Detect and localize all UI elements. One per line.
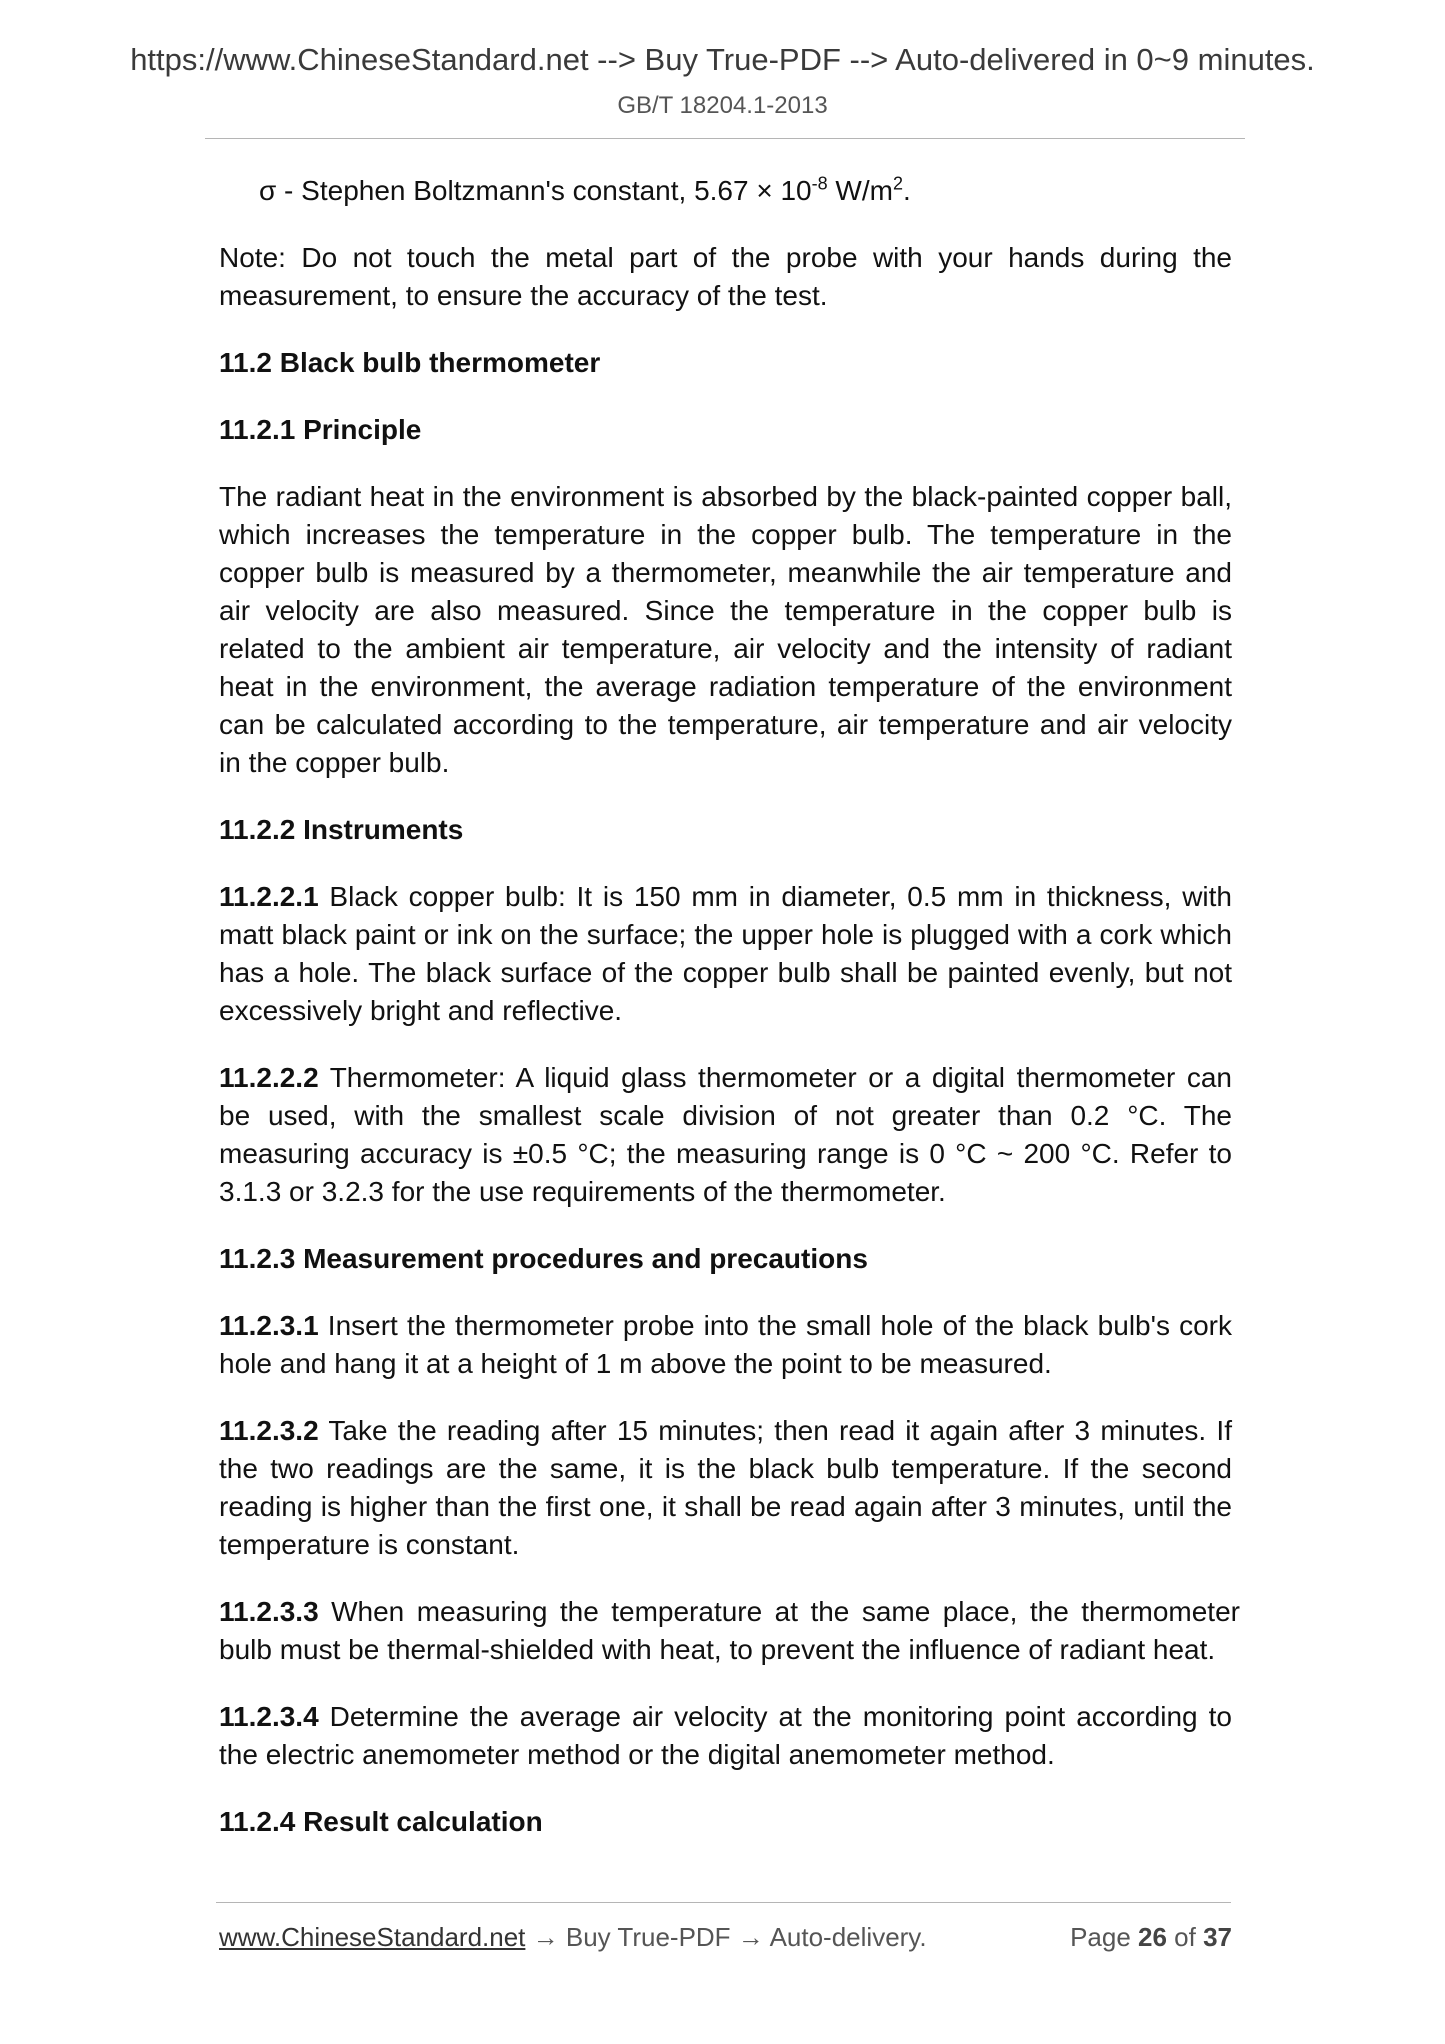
header-divider <box>205 138 1245 139</box>
clause-text: Black copper bulb: It is 150 mm in diameter, 0.5 mm in thickness, with matt black paint or ink on the surface; the upper hole is plugged with a cork which has a hole. The black surface of the copper bulb shall be painted evenly, but not excessively bright and reflective. <box>219 881 1232 1026</box>
sigma-unit-exponent: 2 <box>892 173 903 194</box>
sigma-exponent: -8 <box>811 173 828 194</box>
clause-11-2-3-1 <box>219 1307 1232 1383</box>
clause-text: Determine the average air velocity at the monitoring point according to the electric anemometer method or the digital anemometer method. <box>219 1701 1232 1770</box>
top-banner: https://www.ChineseStandard.net --> Buy True-PDF --> Auto-delivered in 0~9 minutes. <box>130 42 1315 77</box>
clause-number: 11.2.3.4 <box>219 1701 319 1732</box>
page-word: Page <box>1070 1922 1139 1952</box>
document-body <box>219 172 1240 1870</box>
page-number: 26 <box>1138 1922 1167 1952</box>
clause-11-2-2-2 <box>219 1059 1232 1211</box>
clause-11-2-2-1 <box>219 878 1232 1030</box>
clause-number: 11.2.3.1 <box>219 1310 319 1341</box>
heading-11-2-2: 11.2.2 Instruments <box>219 814 464 845</box>
heading-11-2-3: 11.2.3 Measurement procedures and precautions <box>219 1243 868 1274</box>
standard-number: GB/T 18204.1-2013 <box>617 92 828 119</box>
of-word: of <box>1166 1922 1204 1952</box>
page-footer <box>219 1922 1232 1953</box>
sigma-unit: W/m <box>827 175 893 206</box>
principle-paragraph: The radiant heat in the environment is absorbed by the black-painted copper ball, which increases the temperature in the copper bulb. The temperature in the copper bulb is measured by a thermometer, meanwhile the air temperature and air velocity are also measured. Since the temperature in the copper bulb is related to the ambient air temperature, air velocity and the intensity of radiant heat in the environment, the average radiation temperature of the environment can be calculated according to the temperature, air temperature and air velocity in the copper bulb. <box>219 481 1232 778</box>
clause-number: 11.2.2.1 <box>219 881 319 912</box>
clause-11-2-3-3 <box>219 1593 1240 1669</box>
clause-text: When measuring the temperature at the same place, the thermometer bulb must be thermal-shielded with heat, to prevent the influence of radiant heat. <box>219 1596 1240 1665</box>
clause-text: Insert the thermometer probe into the small hole of the black bulb's cork hole and hang it at a height of 1 m above the point to be measured. <box>219 1310 1232 1379</box>
clause-text: Thermometer: A liquid glass thermometer or a digital thermometer can be used, with the smallest scale division of not greater than 0.2 °C. The measuring accuracy is ±0.5 °C; the measuring range is 0 °C ~ 200 °C. Refer to 3.1.3 or 3.2.3 for the use requirements of the thermometer. <box>219 1062 1232 1207</box>
clause-text: Take the reading after 15 minutes; then read it again after 3 minutes. If the two readings are the same, it is the black bulb temperature. If the second reading is higher than the first one, it shall be read again after 3 minutes, until the temperature is constant. <box>219 1415 1232 1560</box>
clause-11-2-3-2 <box>219 1412 1232 1564</box>
measurement-note: Note: Do not touch the metal part of the probe with your hands during the measurement, to ensure the accuracy of the test. <box>219 242 1232 311</box>
footer-site-link[interactable]: www.ChineseStandard.net <box>219 1922 526 1952</box>
heading-11-2: 11.2 Black bulb thermometer <box>219 347 601 378</box>
footer-divider <box>216 1902 1231 1903</box>
page-indicator <box>1070 1922 1232 1953</box>
sigma-prefix: σ - Stephen Boltzmann's constant, 5.67 × 10 <box>259 175 812 206</box>
sigma-definition <box>219 172 1232 210</box>
heading-11-2-1: 11.2.1 Principle <box>219 414 422 445</box>
heading-11-2-4: 11.2.4 Result calculation <box>219 1806 543 1837</box>
clause-number: 11.2.3.3 <box>219 1596 319 1627</box>
clause-number: 11.2.3.2 <box>219 1415 319 1446</box>
clause-number: 11.2.2.2 <box>219 1062 319 1093</box>
footer-tagline: → Buy True-PDF → Auto-delivery. <box>525 1922 927 1952</box>
clause-11-2-3-4 <box>219 1698 1232 1774</box>
page-total: 37 <box>1203 1922 1232 1952</box>
sigma-end: . <box>902 175 911 206</box>
